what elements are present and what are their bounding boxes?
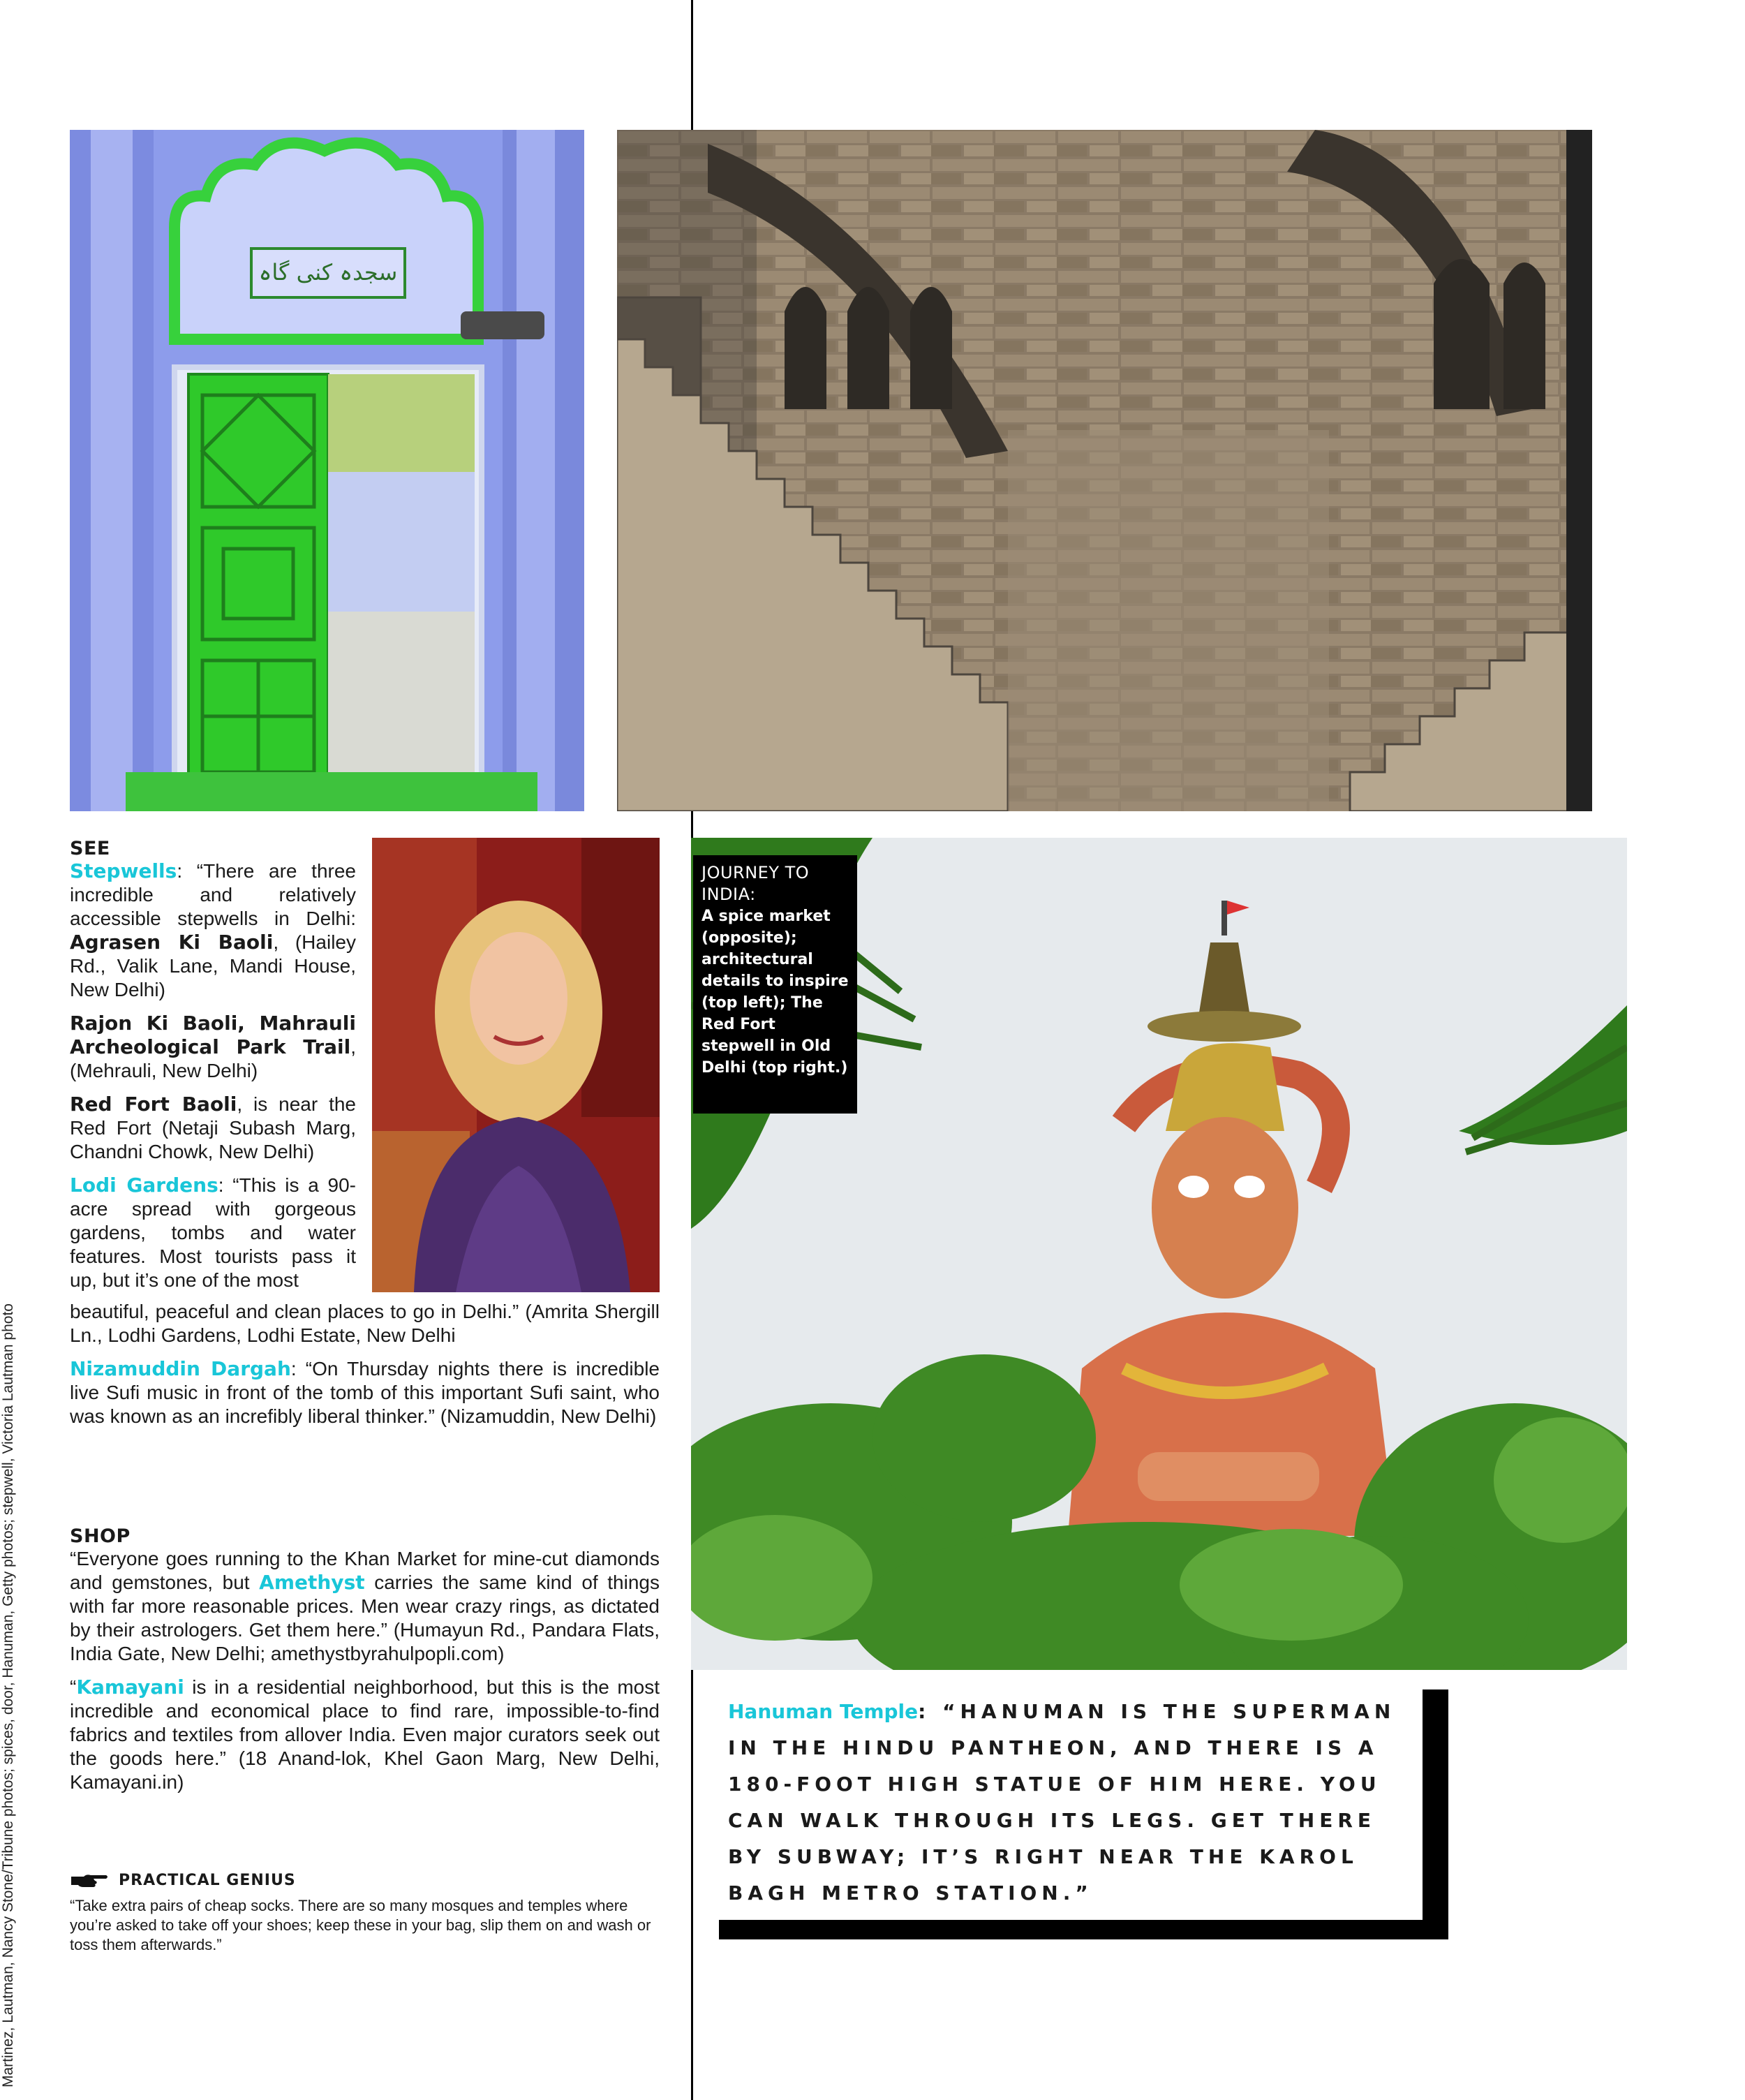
see-heading: SEE [70,838,110,859]
amethyst-text-b: carries the same kind of things with far more reasonable prices. Men wear crazy rings, as dictated by their astrologers. Get them here.” (Humayun Rd., Pandara Flats, India Gate, New Delhi; amethystbyrahulpopli.com) [70,1572,660,1664]
stepwells-text: : “There are three incredible and relatively accessible stepwells in Delhi: [70,860,356,929]
practical-genius-section [70,1871,660,1955]
amethyst-text-a: “Everyone goes running to the Khan Market for mine-cut diamonds and gemstones, but [70,1548,660,1593]
photo-credit: Martinez, Lautman, Nancy Stone/Tribune photos; spices, door, Hanuman, Getty photos; stepwell, Victoria Lautman photo [0,1303,16,2087]
door-inscription: سجدہ کنی گاہ [258,259,398,286]
hanuman-quote [728,1694,1396,1912]
lodi-paragraph-end: beautiful, peaceful and clean places to go in Delhi.” (Amrita Shergill Ln., Lodhi Gardens, Lodhi Estate, New Delhi [70,1301,660,1346]
hanuman-temple-quote-box [693,1670,1423,1920]
stepwells-label: Stepwells [70,859,177,882]
redfort-paragraph [70,1093,356,1164]
red-fort-stepwell-photo [617,130,1592,811]
pointing-hand-icon [70,1871,109,1889]
mosque-door-illustration [70,130,584,811]
lodi-paragraph-start [70,1174,356,1292]
kamayani-label: Kamayani [76,1676,184,1699]
kamayani-paragraph [70,1676,660,1794]
amethyst-paragraph [70,1547,660,1666]
see-section-continued [70,1300,660,1438]
practical-genius-text: “Take extra pairs of cheap socks. There are so many mosques and temples where you’re asked to take off your shoes; keep these in your bag, slip them on and wash or toss them afterwards.” [70,1897,651,1953]
hanuman-temple-label: Hanuman Temple [728,1700,919,1723]
stepwells-paragraph [70,859,356,1002]
nizamuddin-paragraph [70,1357,660,1428]
portrait-illustration [372,838,660,1292]
shop-heading: SHOP [70,1525,131,1547]
nizamuddin-label: Nizamuddin Dargah [70,1357,291,1380]
mosque-door-photo [70,130,584,811]
journey-caption-title: JOURNEY TO INDIA: [701,863,810,904]
amethyst-label: Amethyst [259,1571,365,1594]
lodi-label: Lodi Gardens [70,1174,218,1197]
practical-genius-title: PRACTICAL GENIUS [119,1871,296,1889]
shop-section [70,1525,660,1804]
practical-genius-header [70,1871,660,1889]
redfort-name: Red Fort Baoli [70,1093,237,1116]
nizamuddin-text: : “On Thursday nights there is incredible live Sufi music in front of the tomb of this important Sufi saint, who was known as an increfibly liberal thinker.” (Nizamuddin, New Delhi) [70,1358,660,1427]
lodi-text-a: : “This is a 90-acre spread with gorgeous gardens, tombs and water features. Most tourists pass it up, but it’s one of the most [70,1174,356,1291]
rajon-paragraph [70,1012,356,1083]
journey-caption-text: A spice market (opposite); architectural details to inspire (top left); The Red Fort stepwell in Old Delhi (top right.) [701,908,849,1077]
rajon-address: , (Mehrauli, New Delhi) [70,1036,356,1081]
hanuman-quote-text: : “HANUMAN IS THE SUPERMAN IN THE HINDU PANTHEON, AND THERE IS A 180-FOOT HIGH STATUE OF HIM HERE. YOU CAN WALK THROUGH ITS LEGS. GET THERE BY SUBWAY; IT’S RIGHT NEAR THE KAROL BAGH METRO STATION.” [728,1700,1396,1905]
kamayani-open-quote: “ [70,1676,77,1698]
kamayani-text: is in a residential neighborhood, but this is the most incredible and economical place to find rare, impossible-to-find fabrics and textiles from allover India. Even major curators seek out the goods here.” (18 Anand-lok, Khel Gaon Marg, New Delhi, Kamayani.in) [70,1676,660,1793]
redfort-text: , is near the Red Fort (Netaji Subash Marg, Chandni Chowk, New Delhi) [70,1093,356,1162]
agrasen-address: , (Hailey Rd., Valik Lane, Mandi House, New Delhi) [70,931,356,1000]
see-section [70,838,356,1302]
victoria-lautman-portrait-photo [372,838,660,1292]
agrasen-name: Agrasen Ki Baoli [70,931,274,954]
stepwell-illustration [617,130,1592,811]
journey-to-india-caption [693,855,857,1114]
rajon-name: Rajon Ki Baoli, Mahrauli Archeological Park Trail [70,1012,356,1058]
